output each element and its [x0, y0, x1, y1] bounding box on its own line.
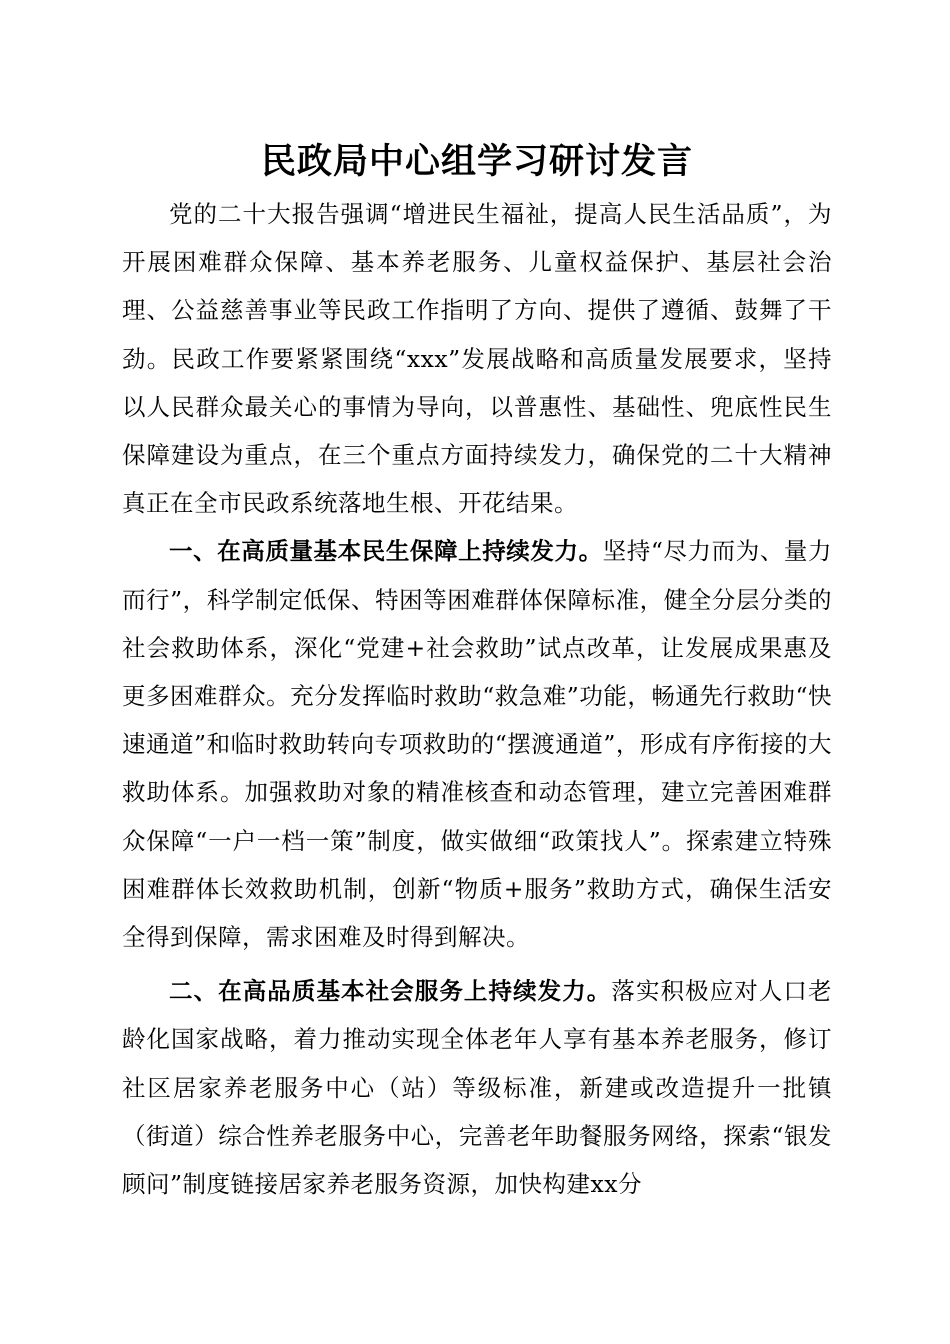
document-title: 民政局中心组学习研讨发言 — [260, 141, 693, 182]
section-1-heading: 一、在高质量基本民生保障上持续发力。 — [169, 537, 603, 566]
document-page — [122, 138, 832, 1208]
section-2-heading: 二、在高品质基本社会服务上持续发力。 — [169, 977, 612, 1006]
section-2-body: 落实积极应对人口老龄化国家战略，着力推动实现全体老年人享有基本养老服务，修订社区居家养老服务中心（站）等级标准，新建或改造提升一批镇（街道）综合性养老服务中心，完善老年助餐服务网络，探索“银发顾问”制度链接居家养老服务资源，加快构建xx分 — [122, 977, 833, 1199]
intro-paragraph: 党的二十大报告强调“增进民生福祉，提高人民生活品质”，为开展困难群众保障、基本养老服务、儿童权益保护、基层社会治理、公益慈善事业等民政工作指明了方向、提供了遵循、鼓舞了干劲。民政工作要紧紧围绕“xxx”发展战略和高质量发展要求，坚持以人民群众最关心的事情为导向，以普惠性、基础性、兜底性民生保障建设为重点，在三个重点方面持续发力，确保党的二十大精神真正在全市民政系统落地生根、开花结果。 — [122, 200, 832, 518]
section-2-paragraph — [122, 967, 832, 1208]
section-1-paragraph — [122, 527, 832, 961]
section-1-body: 坚持“尽力而为、量力而行”，科学制定低保、特困等困难群体保障标准，健全分层分类的社会救助体系，深化“党建+社会救助”试点改革，让发展成果惠及更多困难群众。充分发挥临时救助“救急难”功能，畅通先行救助“快速通道”和临时救助转向专项救助的“摆渡通道”，形成有序衔接的大救助体系。加强救助对象的精准核查和动态管理，建立完善困难群众保障“一户一档一策”制度，做实做细“政策找人”。探索建立特殊困难群体长效救助机制，创新“物质+服务”救助方式，确保生活安全得到保障，需求困难及时得到解决。 — [122, 537, 832, 952]
